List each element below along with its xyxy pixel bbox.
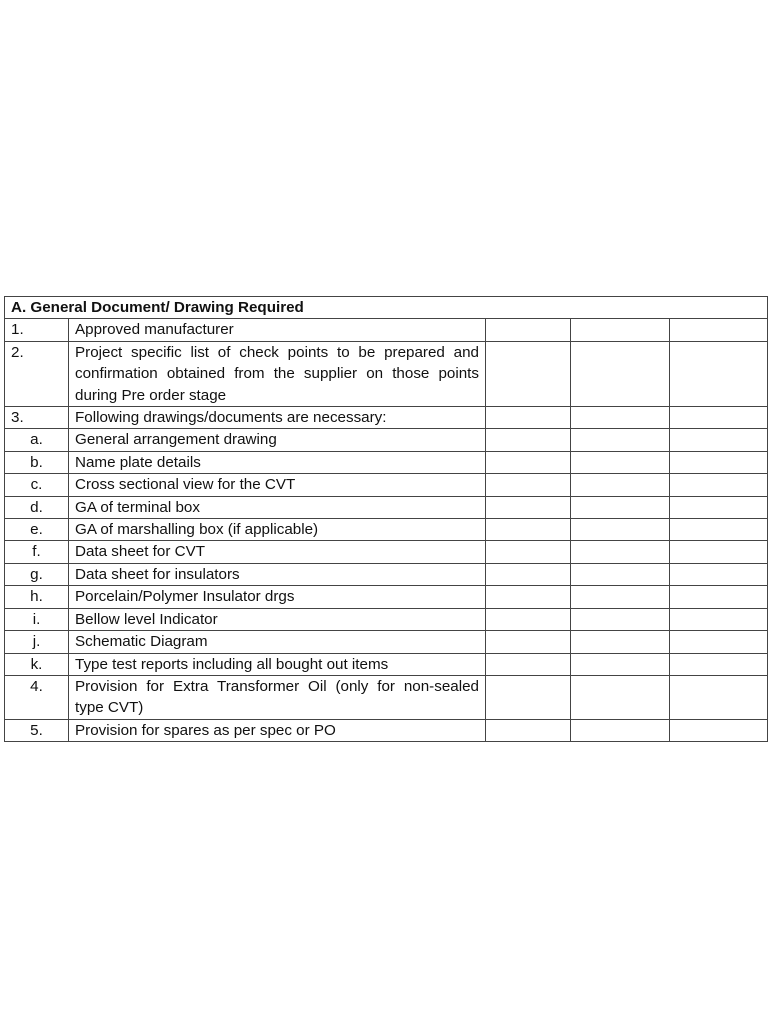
blank-cell: [486, 719, 571, 741]
blank-cell: [670, 631, 768, 653]
table-row: [5, 586, 768, 608]
item-number: j.: [5, 631, 69, 653]
blank-cell: [670, 474, 768, 496]
item-number: 4.: [5, 675, 69, 719]
item-number: a.: [5, 429, 69, 451]
item-number: 1.: [5, 319, 69, 341]
item-description: Type test reports including all bought out items: [69, 653, 486, 675]
blank-cell: [670, 319, 768, 341]
blank-cell: [486, 541, 571, 563]
table-row: [5, 319, 768, 341]
table-row: [5, 541, 768, 563]
item-description: Provision for spares as per spec or PO: [69, 719, 486, 741]
blank-cell: [670, 451, 768, 473]
table-row: [5, 429, 768, 451]
table-row: [5, 407, 768, 429]
blank-cell: [486, 429, 571, 451]
blank-cell: [670, 563, 768, 585]
blank-cell: [486, 451, 571, 473]
item-number: 5.: [5, 719, 69, 741]
item-number: e.: [5, 519, 69, 541]
table-row: [5, 341, 768, 406]
blank-cell: [670, 653, 768, 675]
table-row: [5, 519, 768, 541]
item-description: Bellow level Indicator: [69, 608, 486, 630]
item-number: d.: [5, 496, 69, 518]
blank-cell: [670, 608, 768, 630]
table-row: [5, 675, 768, 719]
blank-cell: [486, 653, 571, 675]
item-description: Data sheet for insulators: [69, 563, 486, 585]
blank-cell: [571, 653, 670, 675]
item-description: Name plate details: [69, 451, 486, 473]
blank-cell: [486, 341, 571, 406]
item-description: Data sheet for CVT: [69, 541, 486, 563]
item-description: Schematic Diagram: [69, 631, 486, 653]
blank-cell: [670, 341, 768, 406]
table-row: [5, 653, 768, 675]
blank-cell: [486, 407, 571, 429]
item-number: 3.: [5, 407, 69, 429]
blank-cell: [571, 451, 670, 473]
table-row: [5, 474, 768, 496]
blank-cell: [571, 586, 670, 608]
blank-cell: [486, 474, 571, 496]
blank-cell: [486, 519, 571, 541]
blank-cell: [670, 429, 768, 451]
blank-cell: [486, 319, 571, 341]
document-checklist-table: [4, 296, 768, 742]
item-number: f.: [5, 541, 69, 563]
blank-cell: [486, 675, 571, 719]
table-row: [5, 719, 768, 741]
blank-cell: [571, 563, 670, 585]
blank-cell: [670, 586, 768, 608]
table-row: [5, 563, 768, 585]
blank-cell: [571, 631, 670, 653]
item-number: h.: [5, 586, 69, 608]
blank-cell: [670, 519, 768, 541]
item-description: GA of terminal box: [69, 496, 486, 518]
blank-cell: [670, 496, 768, 518]
blank-cell: [486, 563, 571, 585]
table-row: [5, 451, 768, 473]
item-number: c.: [5, 474, 69, 496]
blank-cell: [571, 341, 670, 406]
section-header-row: [5, 297, 768, 319]
item-number: k.: [5, 653, 69, 675]
item-description: GA of marshalling box (if applicable): [69, 519, 486, 541]
item-description: Approved manufacturer: [69, 319, 486, 341]
table-row: [5, 608, 768, 630]
blank-cell: [571, 407, 670, 429]
blank-cell: [571, 496, 670, 518]
blank-cell: [670, 407, 768, 429]
item-description: Porcelain/Polymer Insulator drgs: [69, 586, 486, 608]
item-number: b.: [5, 451, 69, 473]
blank-cell: [670, 719, 768, 741]
blank-cell: [571, 675, 670, 719]
blank-cell: [670, 541, 768, 563]
table-row: [5, 631, 768, 653]
blank-cell: [486, 608, 571, 630]
item-description: Project specific list of check points to be prepared and confirmation obtained from the supplier on those points during Pre order stage: [69, 341, 486, 406]
blank-cell: [670, 675, 768, 719]
item-description: Cross sectional view for the CVT: [69, 474, 486, 496]
blank-cell: [571, 719, 670, 741]
blank-cell: [571, 474, 670, 496]
item-description: Provision for Extra Transformer Oil (only for non-sealed type CVT): [69, 675, 486, 719]
section-title: A. General Document/ Drawing Required: [5, 297, 768, 319]
blank-cell: [486, 631, 571, 653]
blank-cell: [571, 429, 670, 451]
blank-cell: [571, 519, 670, 541]
item-description: Following drawings/documents are necessary:: [69, 407, 486, 429]
item-number: 2.: [5, 341, 69, 406]
blank-cell: [571, 541, 670, 563]
item-description: General arrangement drawing: [69, 429, 486, 451]
item-number: i.: [5, 608, 69, 630]
blank-cell: [571, 319, 670, 341]
blank-cell: [571, 608, 670, 630]
item-number: g.: [5, 563, 69, 585]
blank-cell: [486, 586, 571, 608]
blank-cell: [486, 496, 571, 518]
table-row: [5, 496, 768, 518]
